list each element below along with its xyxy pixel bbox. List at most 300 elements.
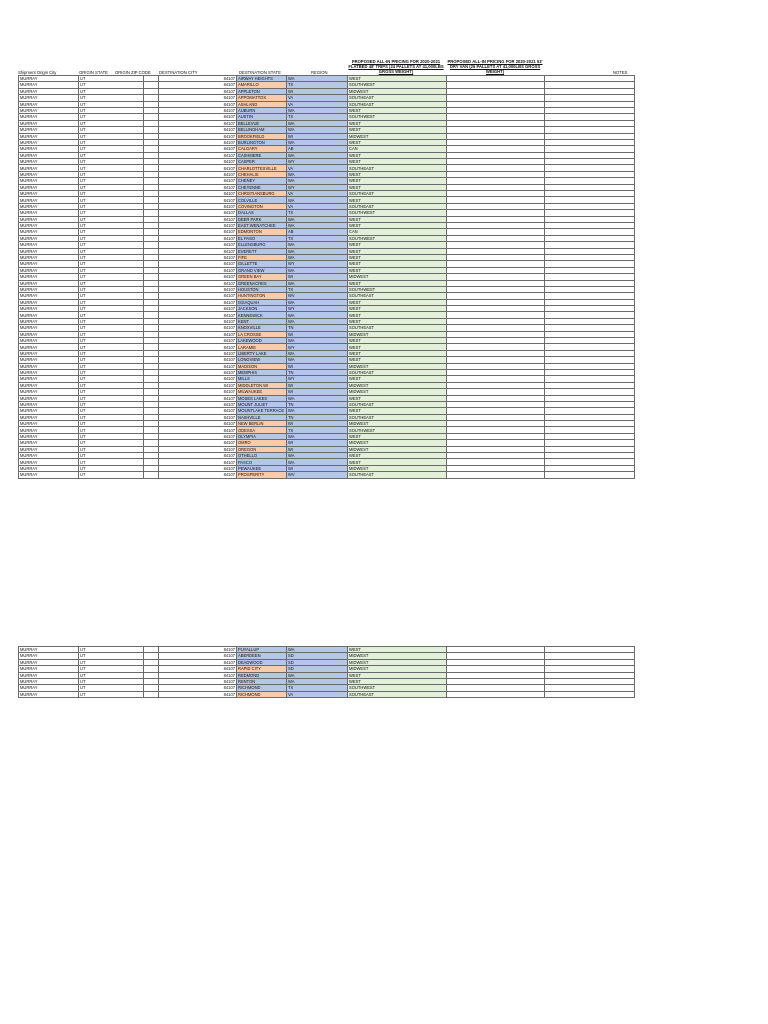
origin-state-cell[interactable]: UT	[79, 133, 144, 139]
origin-city-cell[interactable]: MURRAY	[19, 685, 79, 691]
origin-state-cell[interactable]: UT	[79, 446, 144, 452]
region-cell[interactable]: WEST	[348, 171, 447, 177]
origin-state-cell[interactable]: UT	[79, 427, 144, 433]
destination-state-cell[interactable]: VA	[287, 95, 348, 101]
destination-state-cell[interactable]: WA	[287, 408, 348, 414]
destination-city-cell[interactable]: LONGVIEW	[237, 357, 287, 363]
origin-state-cell[interactable]: UT	[79, 222, 144, 228]
destination-city-cell[interactable]: PROSPERITY	[237, 472, 287, 478]
destination-city-cell[interactable]: RAPID CITY	[237, 666, 287, 672]
origin-city-cell[interactable]: MURRAY	[19, 107, 79, 113]
origin-state-cell[interactable]: UT	[79, 653, 144, 659]
destination-state-cell[interactable]: TX	[287, 427, 348, 433]
origin-zip-cell[interactable]: 84107	[159, 222, 237, 228]
origin-state-cell[interactable]: UT	[79, 312, 144, 318]
destination-city-cell[interactable]: CHEHALIS	[237, 171, 287, 177]
origin-zip-cell[interactable]: 84107	[159, 369, 237, 375]
region-cell[interactable]: MIDWEST	[348, 446, 447, 452]
origin-zip-cell[interactable]: 84107	[159, 647, 237, 653]
origin-city-cell[interactable]: MURRAY	[19, 101, 79, 107]
origin-city-cell[interactable]: MURRAY	[19, 165, 79, 171]
region-cell[interactable]: SOUTHEAST	[348, 691, 447, 697]
destination-state-cell[interactable]: SD	[287, 659, 348, 665]
origin-state-cell[interactable]: UT	[79, 114, 144, 120]
origin-city-cell[interactable]: MURRAY	[19, 382, 79, 388]
destination-city-cell[interactable]: EVERETT	[237, 248, 287, 254]
destination-state-cell[interactable]: AB	[287, 146, 348, 152]
destination-state-cell[interactable]: WA	[287, 318, 348, 324]
region-cell[interactable]: MIDWEST	[348, 331, 447, 337]
origin-city-cell[interactable]: MURRAY	[19, 127, 79, 133]
region-cell[interactable]: WEST	[348, 453, 447, 459]
origin-city-cell[interactable]: MURRAY	[19, 647, 79, 653]
region-cell[interactable]: WEST	[348, 184, 447, 190]
destination-state-cell[interactable]: WI	[287, 421, 348, 427]
destination-state-cell[interactable]: VA	[287, 165, 348, 171]
origin-city-cell[interactable]: MURRAY	[19, 178, 79, 184]
destination-state-cell[interactable]: WA	[287, 459, 348, 465]
region-cell[interactable]: WEST	[348, 254, 447, 260]
origin-zip-cell[interactable]: 84107	[159, 152, 237, 158]
origin-state-cell[interactable]: UT	[79, 685, 144, 691]
origin-state-cell[interactable]: UT	[79, 191, 144, 197]
origin-city-cell[interactable]: MURRAY	[19, 120, 79, 126]
origin-city-cell[interactable]: MURRAY	[19, 408, 79, 414]
destination-city-cell[interactable]: MEMPHIS	[237, 369, 287, 375]
destination-state-cell[interactable]: TX	[287, 685, 348, 691]
region-cell[interactable]: SOUTHEAST	[348, 369, 447, 375]
origin-city-cell[interactable]: MURRAY	[19, 306, 79, 312]
origin-zip-cell[interactable]: 84107	[159, 101, 237, 107]
destination-city-cell[interactable]: AUSTIN	[237, 114, 287, 120]
origin-zip-cell[interactable]: 84107	[159, 653, 237, 659]
origin-zip-cell[interactable]: 84107	[159, 389, 237, 395]
destination-state-cell[interactable]: VA	[287, 101, 348, 107]
destination-city-cell[interactable]: LAKEWOOD	[237, 338, 287, 344]
destination-state-cell[interactable]: TX	[287, 235, 348, 241]
destination-city-cell[interactable]: ODESSA	[237, 427, 287, 433]
origin-state-cell[interactable]: UT	[79, 459, 144, 465]
origin-city-cell[interactable]: MURRAY	[19, 318, 79, 324]
destination-city-cell[interactable]: KENT	[237, 318, 287, 324]
origin-zip-cell[interactable]: 84107	[159, 171, 237, 177]
region-cell[interactable]: SOUTHEAST	[348, 401, 447, 407]
region-cell[interactable]: WEST	[348, 222, 447, 228]
destination-city-cell[interactable]: MOUNTLAKE TERRACE	[237, 408, 287, 414]
region-cell[interactable]: WEST	[348, 127, 447, 133]
origin-zip-cell[interactable]: 84107	[159, 363, 237, 369]
destination-state-cell[interactable]: SD	[287, 666, 348, 672]
destination-city-cell[interactable]: REDMOND	[237, 672, 287, 678]
origin-state-cell[interactable]: UT	[79, 414, 144, 420]
origin-city-cell[interactable]: MURRAY	[19, 95, 79, 101]
destination-city-cell[interactable]: NASHVILLE	[237, 414, 287, 420]
origin-state-cell[interactable]: UT	[79, 235, 144, 241]
destination-state-cell[interactable]: WA	[287, 678, 348, 684]
origin-city-cell[interactable]: MURRAY	[19, 325, 79, 331]
region-cell[interactable]: MIDWEST	[348, 133, 447, 139]
origin-zip-cell[interactable]: 84107	[159, 427, 237, 433]
origin-state-cell[interactable]: UT	[79, 678, 144, 684]
origin-zip-cell[interactable]: 84107	[159, 414, 237, 420]
destination-city-cell[interactable]: APPLETON	[237, 88, 287, 94]
region-cell[interactable]: CAN	[348, 229, 447, 235]
destination-state-cell[interactable]: WI	[287, 133, 348, 139]
pricing-flatbed-cell[interactable]	[447, 691, 545, 697]
destination-city-cell[interactable]: CASPER	[237, 159, 287, 165]
origin-city-cell[interactable]: MURRAY	[19, 350, 79, 356]
destination-state-cell[interactable]: WA	[287, 152, 348, 158]
pricing-dry-van-cell[interactable]	[545, 691, 635, 697]
region-cell[interactable]: SOUTHWEST	[348, 210, 447, 216]
destination-city-cell[interactable]: GRAND VIEW	[237, 267, 287, 273]
origin-city-cell[interactable]: MURRAY	[19, 133, 79, 139]
destination-state-cell[interactable]: WA	[287, 280, 348, 286]
origin-city-cell[interactable]: MURRAY	[19, 286, 79, 292]
origin-zip-cell[interactable]: 84107	[159, 691, 237, 697]
destination-state-cell[interactable]: WI	[287, 363, 348, 369]
destination-city-cell[interactable]: CHARLOTTESVILLE	[237, 165, 287, 171]
destination-city-cell[interactable]: DEADWOOD	[237, 659, 287, 665]
destination-state-cell[interactable]: WY	[287, 376, 348, 382]
origin-state-cell[interactable]: UT	[79, 76, 144, 82]
origin-city-cell[interactable]: MURRAY	[19, 472, 79, 478]
origin-city-cell[interactable]: MURRAY	[19, 274, 79, 280]
origin-state-cell[interactable]: UT	[79, 401, 144, 407]
origin-zip-cell[interactable]: 84107	[159, 325, 237, 331]
origin-city-cell[interactable]: MURRAY	[19, 459, 79, 465]
destination-city-cell[interactable]: BURLINGTON	[237, 139, 287, 145]
region-cell[interactable]: SOUTHWEST	[348, 685, 447, 691]
origin-zip-cell[interactable]: 84107	[159, 280, 237, 286]
origin-zip-cell[interactable]: 84107	[159, 472, 237, 478]
region-cell[interactable]: WEST	[348, 678, 447, 684]
origin-state-cell[interactable]: UT	[79, 152, 144, 158]
region-cell[interactable]: WEST	[348, 459, 447, 465]
destination-state-cell[interactable]: WA	[287, 338, 348, 344]
origin-city-cell[interactable]: MURRAY	[19, 389, 79, 395]
origin-zip-cell[interactable]: 84107	[159, 459, 237, 465]
destination-state-cell[interactable]: WI	[287, 446, 348, 452]
region-cell[interactable]: MIDWEST	[348, 382, 447, 388]
origin-zip-cell[interactable]: 84107	[159, 139, 237, 145]
origin-city-cell[interactable]: MURRAY	[19, 363, 79, 369]
destination-state-cell[interactable]: WA	[287, 312, 348, 318]
origin-city-cell[interactable]: MURRAY	[19, 369, 79, 375]
region-cell[interactable]: WEST	[348, 350, 447, 356]
destination-state-cell[interactable]: WY	[287, 344, 348, 350]
region-cell[interactable]: WEST	[348, 280, 447, 286]
destination-city-cell[interactable]: ELLENSBURG	[237, 242, 287, 248]
origin-zip-cell[interactable]: 84107	[159, 127, 237, 133]
destination-state-cell[interactable]: WA	[287, 433, 348, 439]
destination-city-cell[interactable]: CHENEY	[237, 178, 287, 184]
region-cell[interactable]: WEST	[348, 120, 447, 126]
region-cell[interactable]: WEST	[348, 242, 447, 248]
region-cell[interactable]: WEST	[348, 376, 447, 382]
region-cell[interactable]: WEST	[348, 672, 447, 678]
destination-city-cell[interactable]: DALLAS	[237, 210, 287, 216]
destination-city-cell[interactable]: LA CROSSE	[237, 331, 287, 337]
origin-zip-cell[interactable]: 84107	[159, 229, 237, 235]
blank-cell[interactable]	[144, 472, 159, 478]
destination-state-cell[interactable]: WA	[287, 242, 348, 248]
origin-city-cell[interactable]: MURRAY	[19, 88, 79, 94]
destination-city-cell[interactable]: JACKSON	[237, 306, 287, 312]
origin-zip-cell[interactable]: 84107	[159, 216, 237, 222]
destination-state-cell[interactable]: TN	[287, 414, 348, 420]
region-cell[interactable]: WEST	[348, 408, 447, 414]
origin-state-cell[interactable]: UT	[79, 691, 144, 697]
destination-city-cell[interactable]: LARAMIE	[237, 344, 287, 350]
origin-state-cell[interactable]: UT	[79, 82, 144, 88]
origin-zip-cell[interactable]: 84107	[159, 159, 237, 165]
destination-city-cell[interactable]: PUYALLUP	[237, 647, 287, 653]
origin-state-cell[interactable]: UT	[79, 389, 144, 395]
origin-state-cell[interactable]: UT	[79, 433, 144, 439]
origin-state-cell[interactable]: UT	[79, 242, 144, 248]
destination-city-cell[interactable]: MOUNT JULIET	[237, 401, 287, 407]
origin-zip-cell[interactable]: 84107	[159, 685, 237, 691]
origin-state-cell[interactable]: UT	[79, 382, 144, 388]
origin-state-cell[interactable]: UT	[79, 350, 144, 356]
origin-state-cell[interactable]: UT	[79, 293, 144, 299]
origin-city-cell[interactable]: MURRAY	[19, 203, 79, 209]
origin-city-cell[interactable]: MURRAY	[19, 146, 79, 152]
origin-zip-cell[interactable]: 84107	[159, 114, 237, 120]
origin-city-cell[interactable]: MURRAY	[19, 267, 79, 273]
origin-state-cell[interactable]: UT	[79, 286, 144, 292]
origin-city-cell[interactable]: MURRAY	[19, 242, 79, 248]
origin-state-cell[interactable]: UT	[79, 344, 144, 350]
destination-city-cell[interactable]: GREENACRES	[237, 280, 287, 286]
destination-state-cell[interactable]: WA	[287, 350, 348, 356]
destination-city-cell[interactable]: RICHMOND	[237, 691, 287, 697]
destination-city-cell[interactable]: HOUSTON	[237, 286, 287, 292]
origin-zip-cell[interactable]: 84107	[159, 421, 237, 427]
destination-state-cell[interactable]: WA	[287, 171, 348, 177]
origin-city-cell[interactable]: MURRAY	[19, 222, 79, 228]
pricing-flatbed-cell[interactable]	[447, 472, 545, 478]
origin-state-cell[interactable]: UT	[79, 408, 144, 414]
origin-city-cell[interactable]: MURRAY	[19, 254, 79, 260]
origin-city-cell[interactable]: MURRAY	[19, 171, 79, 177]
origin-zip-cell[interactable]: 84107	[159, 338, 237, 344]
region-cell[interactable]: SOUTHEAST	[348, 325, 447, 331]
origin-zip-cell[interactable]: 84107	[159, 666, 237, 672]
destination-city-cell[interactable]: ABERDEEN	[237, 653, 287, 659]
origin-state-cell[interactable]: UT	[79, 453, 144, 459]
origin-city-cell[interactable]: MURRAY	[19, 197, 79, 203]
destination-city-cell[interactable]: COVINGTON	[237, 203, 287, 209]
destination-state-cell[interactable]: SD	[287, 653, 348, 659]
origin-state-cell[interactable]: UT	[79, 139, 144, 145]
destination-city-cell[interactable]: OREGON	[237, 446, 287, 452]
origin-city-cell[interactable]: MURRAY	[19, 139, 79, 145]
origin-city-cell[interactable]: MURRAY	[19, 248, 79, 254]
destination-state-cell[interactable]: VA	[287, 691, 348, 697]
destination-state-cell[interactable]: WA	[287, 299, 348, 305]
origin-state-cell[interactable]: UT	[79, 395, 144, 401]
region-cell[interactable]: WEST	[348, 178, 447, 184]
origin-city-cell[interactable]: MURRAY	[19, 184, 79, 190]
destination-state-cell[interactable]: WA	[287, 76, 348, 82]
origin-city-cell[interactable]: MURRAY	[19, 653, 79, 659]
destination-state-cell[interactable]: VA	[287, 191, 348, 197]
origin-zip-cell[interactable]: 84107	[159, 88, 237, 94]
region-cell[interactable]: MIDWEST	[348, 363, 447, 369]
region-cell[interactable]: WEST	[348, 306, 447, 312]
origin-zip-cell[interactable]: 84107	[159, 267, 237, 273]
region-cell[interactable]: WEST	[348, 433, 447, 439]
origin-state-cell[interactable]: UT	[79, 171, 144, 177]
origin-zip-cell[interactable]: 84107	[159, 254, 237, 260]
destination-state-cell[interactable]: WI	[287, 465, 348, 471]
origin-state-cell[interactable]: UT	[79, 318, 144, 324]
region-cell[interactable]: MIDWEST	[348, 440, 447, 446]
destination-state-cell[interactable]: WI	[287, 440, 348, 446]
destination-state-cell[interactable]: WA	[287, 647, 348, 653]
destination-state-cell[interactable]: TN	[287, 369, 348, 375]
origin-city-cell[interactable]: MURRAY	[19, 691, 79, 697]
destination-city-cell[interactable]: PASCO	[237, 459, 287, 465]
destination-state-cell[interactable]: WA	[287, 248, 348, 254]
destination-city-cell[interactable]: ASHLAND	[237, 101, 287, 107]
origin-city-cell[interactable]: MURRAY	[19, 299, 79, 305]
origin-zip-cell[interactable]: 84107	[159, 191, 237, 197]
origin-zip-cell[interactable]: 84107	[159, 453, 237, 459]
region-cell[interactable]: SOUTHWEST	[348, 82, 447, 88]
origin-city-cell[interactable]: MURRAY	[19, 235, 79, 241]
origin-zip-cell[interactable]: 84107	[159, 178, 237, 184]
origin-zip-cell[interactable]: 84107	[159, 261, 237, 267]
blank-cell[interactable]	[144, 691, 159, 697]
region-cell[interactable]: MIDWEST	[348, 659, 447, 665]
destination-city-cell[interactable]: RENTON	[237, 678, 287, 684]
origin-state-cell[interactable]: UT	[79, 376, 144, 382]
destination-state-cell[interactable]: WI	[287, 382, 348, 388]
origin-zip-cell[interactable]: 84107	[159, 350, 237, 356]
origin-city-cell[interactable]: MURRAY	[19, 76, 79, 82]
region-cell[interactable]: SOUTHWEST	[348, 286, 447, 292]
destination-state-cell[interactable]: WA	[287, 197, 348, 203]
origin-city-cell[interactable]: MURRAY	[19, 357, 79, 363]
origin-zip-cell[interactable]: 84107	[159, 107, 237, 113]
origin-state-cell[interactable]: UT	[79, 331, 144, 337]
region-cell[interactable]: WEST	[348, 152, 447, 158]
destination-state-cell[interactable]: WI	[287, 274, 348, 280]
origin-city-cell[interactable]: MURRAY	[19, 659, 79, 665]
origin-zip-cell[interactable]: 84107	[159, 440, 237, 446]
origin-state-cell[interactable]: UT	[79, 229, 144, 235]
region-cell[interactable]: MIDWEST	[348, 421, 447, 427]
origin-state-cell[interactable]: UT	[79, 280, 144, 286]
destination-city-cell[interactable]: BELLEVUE	[237, 120, 287, 126]
origin-city-cell[interactable]: MURRAY	[19, 465, 79, 471]
region-cell[interactable]: WEST	[348, 312, 447, 318]
origin-state-cell[interactable]: UT	[79, 421, 144, 427]
destination-city-cell[interactable]: BELLINGHAM	[237, 127, 287, 133]
origin-zip-cell[interactable]: 84107	[159, 120, 237, 126]
origin-city-cell[interactable]: MURRAY	[19, 152, 79, 158]
destination-state-cell[interactable]: AB	[287, 229, 348, 235]
destination-state-cell[interactable]: TX	[287, 210, 348, 216]
origin-zip-cell[interactable]: 84107	[159, 331, 237, 337]
origin-city-cell[interactable]: MURRAY	[19, 433, 79, 439]
origin-zip-cell[interactable]: 84107	[159, 465, 237, 471]
region-cell[interactable]: SOUTHWEST	[348, 427, 447, 433]
origin-state-cell[interactable]: UT	[79, 647, 144, 653]
region-cell[interactable]: WEST	[348, 107, 447, 113]
destination-state-cell[interactable]: WV	[287, 472, 348, 478]
origin-state-cell[interactable]: UT	[79, 659, 144, 665]
origin-state-cell[interactable]: UT	[79, 267, 144, 273]
origin-state-cell[interactable]: UT	[79, 197, 144, 203]
origin-zip-cell[interactable]: 84107	[159, 299, 237, 305]
destination-city-cell[interactable]: KENNEWICK	[237, 312, 287, 318]
origin-city-cell[interactable]: MURRAY	[19, 280, 79, 286]
destination-state-cell[interactable]: VA	[287, 203, 348, 209]
origin-zip-cell[interactable]: 84107	[159, 146, 237, 152]
origin-state-cell[interactable]: UT	[79, 88, 144, 94]
destination-city-cell[interactable]: EDMONTON	[237, 229, 287, 235]
destination-city-cell[interactable]: EAST WENATCHEE	[237, 222, 287, 228]
origin-zip-cell[interactable]: 84107	[159, 82, 237, 88]
destination-state-cell[interactable]: WV	[287, 293, 348, 299]
origin-city-cell[interactable]: MURRAY	[19, 446, 79, 452]
destination-city-cell[interactable]: CALGARY	[237, 146, 287, 152]
origin-zip-cell[interactable]: 84107	[159, 433, 237, 439]
origin-zip-cell[interactable]: 84107	[159, 357, 237, 363]
origin-zip-cell[interactable]: 84107	[159, 678, 237, 684]
destination-state-cell[interactable]: WY	[287, 306, 348, 312]
destination-city-cell[interactable]: EL PASO	[237, 235, 287, 241]
destination-state-cell[interactable]: WY	[287, 184, 348, 190]
destination-state-cell[interactable]: TX	[287, 82, 348, 88]
origin-zip-cell[interactable]: 84107	[159, 203, 237, 209]
destination-city-cell[interactable]: APPOMATTOX	[237, 95, 287, 101]
region-cell[interactable]: WEST	[348, 216, 447, 222]
destination-city-cell[interactable]: MILWAUKEE	[237, 389, 287, 395]
destination-city-cell[interactable]: OMRO	[237, 440, 287, 446]
origin-city-cell[interactable]: MURRAY	[19, 401, 79, 407]
origin-zip-cell[interactable]: 84107	[159, 133, 237, 139]
region-cell[interactable]: SOUTHEAST	[348, 203, 447, 209]
origin-city-cell[interactable]: MURRAY	[19, 344, 79, 350]
region-cell[interactable]: MIDWEST	[348, 389, 447, 395]
destination-state-cell[interactable]: WA	[287, 107, 348, 113]
origin-zip-cell[interactable]: 84107	[159, 210, 237, 216]
destination-state-cell[interactable]: WA	[287, 222, 348, 228]
destination-city-cell[interactable]: KNOXVILLE	[237, 325, 287, 331]
destination-city-cell[interactable]: AIRWAY HEIGHTS	[237, 76, 287, 82]
origin-state-cell[interactable]: UT	[79, 101, 144, 107]
origin-zip-cell[interactable]: 84107	[159, 408, 237, 414]
destination-city-cell[interactable]: BROOKFIELD	[237, 133, 287, 139]
destination-state-cell[interactable]: WA	[287, 453, 348, 459]
origin-zip-cell[interactable]: 84107	[159, 248, 237, 254]
origin-state-cell[interactable]: UT	[79, 299, 144, 305]
destination-state-cell[interactable]: WY	[287, 261, 348, 267]
region-cell[interactable]: WEST	[348, 261, 447, 267]
destination-city-cell[interactable]: DEER PARK	[237, 216, 287, 222]
destination-city-cell[interactable]: NEW BERLIN	[237, 421, 287, 427]
origin-city-cell[interactable]: MURRAY	[19, 216, 79, 222]
destination-city-cell[interactable]: FIFE	[237, 254, 287, 260]
destination-city-cell[interactable]: AUBURN	[237, 107, 287, 113]
region-cell[interactable]: WEST	[348, 299, 447, 305]
destination-state-cell[interactable]: WA	[287, 178, 348, 184]
